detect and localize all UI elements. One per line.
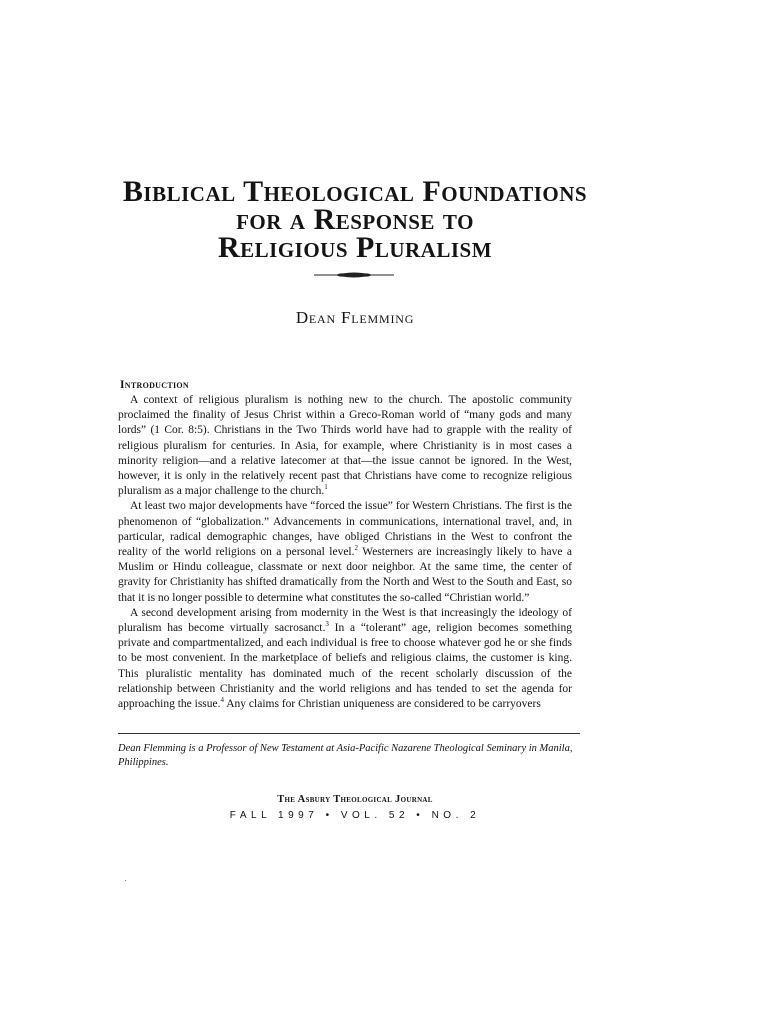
issue-info: FALL 1997 • VOL. 52 • NO. 2 xyxy=(229,810,481,821)
paragraph: At least two major developments have “forced the issue” for Western Christians. The first is the phenomenon of “globalization.” Advancements in communications, international travel, and, in particular, radical demographic changes, have obliged Christians in the West to confront the reality of the world religions on a personal level.$^2$ Westerners are increasingly likely to have a Muslim or Hindu colleague, classmate or next door neighbor. At the same time, the center of gravity for Christianity has shifted dramatically from the North and West to the South and East, so that it is no longer possible to determine what constitutes the so-called “Christian world.” xyxy=(118,500,572,604)
section-heading: Introduction xyxy=(120,379,189,391)
article-body xyxy=(118,378,572,712)
author-footnote: Dean Flemming is a Professor of New Testament at Asia-Pacific Nazarene Theological Seminary in Manila, Philippines. xyxy=(118,743,573,768)
journal-name: The Asbury Theological Journal xyxy=(277,794,433,805)
footnote-ref[interactable]: 4 xyxy=(220,696,225,705)
paragraph: A second development arising from modernity in the West is that increasingly the ideology of pluralism has become virtually sacrosanct.$^3$ In a “tolerant” age, religion becomes something private and compartmentalized, and each individual is free to choose whatever god he or she finds to be most convenient. In the marketplace of beliefs and religious claims, the customer is king. This pluralistic mentality has dominated much of the recent scholarly discussion of the relationship between Christianity and the world religions and has tended to set the agenda for approaching the issue.$^4$ Any claims for Christian uniqueness are considered to be carryovers xyxy=(118,606,572,711)
decorative-flourish-icon xyxy=(314,270,394,280)
footnote-ref[interactable]: 3 xyxy=(325,620,329,629)
footnote-ref[interactable]: 2 xyxy=(354,544,359,553)
footnote-divider xyxy=(118,733,580,734)
article-title xyxy=(0,175,710,264)
scan-speck xyxy=(125,880,126,881)
paragraph: A context of religious pluralism is nothing new to the church. The apostolic community proclaimed the finality of Jesus Christ within a Greco-Roman world of “many gods and many lords” (1 Cor. 8:5). Christians in the Two Thirds world have had to grapple with the reality of religious pluralism for centuries. In Asia, for example, where Christianity is in most cases a minority religion—and a relative latecomer at that—the issue cannot be ignored. In the West, however, it is only in the relatively recent past that Christians have come to recognize religious pluralism as a major challenge to the church.$^1$ xyxy=(118,394,572,498)
title-line-3: Religious Pluralism xyxy=(217,231,493,264)
footnote-ref[interactable]: 1 xyxy=(324,483,328,492)
title-line-2: for a Response to xyxy=(236,203,474,236)
author-name: Dean Flemming xyxy=(295,308,415,327)
title-line-1: Biblical Theological Foundations xyxy=(122,175,588,208)
